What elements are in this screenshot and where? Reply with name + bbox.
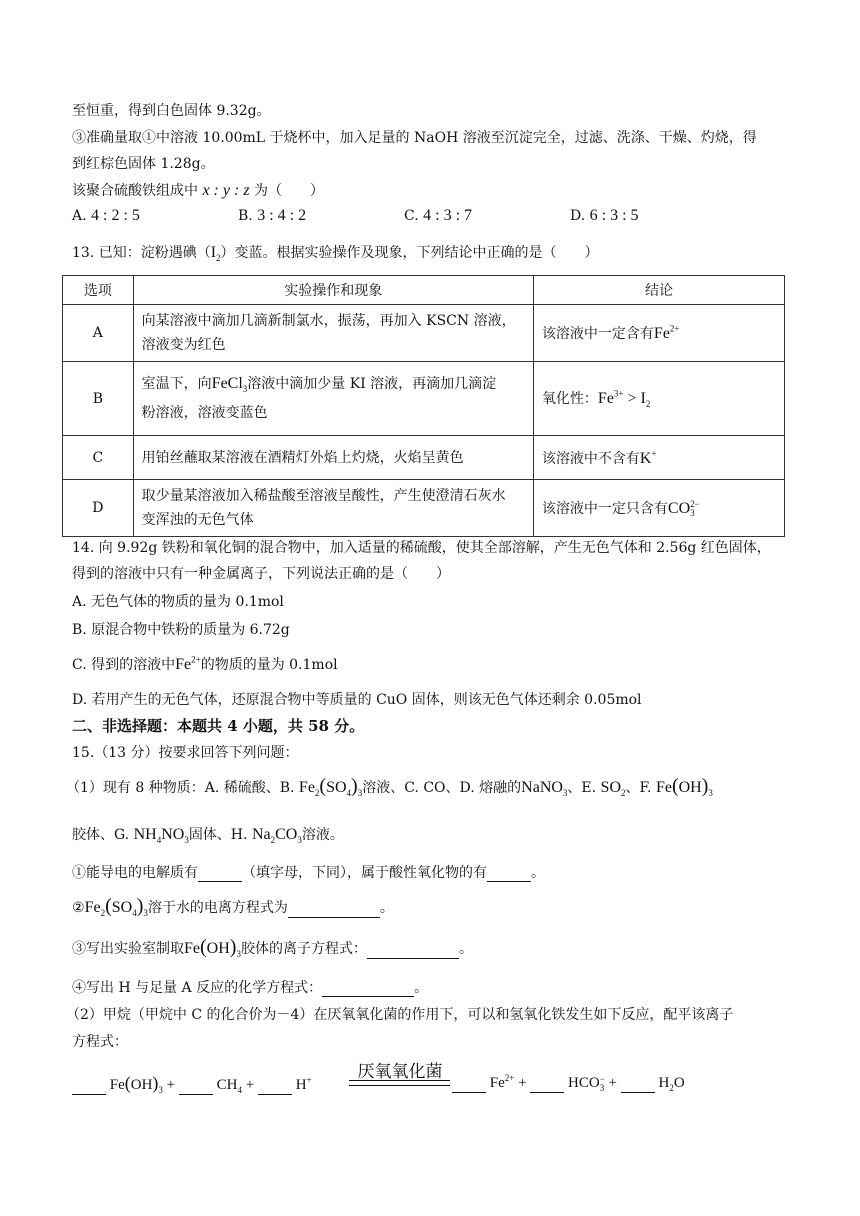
chem-charge: 2+	[191, 654, 201, 665]
row-option: D	[63, 480, 134, 537]
fe2so43-formula	[84, 895, 148, 919]
fe2so43-formula	[298, 775, 363, 799]
q14-option-b[interactable]: B. 原混合物中铁粉的质量为 6.72g	[72, 622, 290, 638]
chem-symbol: SO	[600, 779, 621, 796]
q12-question-prefix: 该聚合硫酸铁组成中	[72, 183, 198, 199]
option-value: 4 : 3 : 7	[423, 207, 473, 224]
q12-option-b[interactable]	[238, 207, 306, 225]
text: （填字母，下同），属于酸性氧化物的有	[242, 865, 487, 881]
text: 。	[458, 941, 473, 957]
chem-subscript: 3	[708, 788, 713, 799]
plus-sign: +	[608, 1075, 618, 1091]
paren: )	[229, 936, 237, 958]
q14-option-a[interactable]: A. 无色气体的物质的量为 0.1mol	[72, 594, 284, 610]
text: ③写出实验室制取	[72, 941, 184, 957]
q15-sub3	[72, 936, 473, 959]
chem-symbol: O	[673, 1075, 685, 1091]
header-conclusion: 结论	[533, 276, 784, 305]
text: ①能导电的电解质有	[72, 865, 198, 881]
table-row	[63, 480, 785, 537]
chem-charge: 2+	[669, 323, 680, 334]
text: 。	[414, 980, 429, 996]
row-conclusion	[533, 436, 784, 480]
chem-subscript: 3	[562, 788, 568, 799]
chem-subscript: 3	[357, 788, 363, 799]
chem-subscript: 2	[100, 908, 106, 919]
conclusion-text: 氧化性：	[541, 390, 598, 407]
chem-subscript: 3	[599, 1082, 605, 1093]
text: 溶于水的电离方程式为	[147, 900, 288, 916]
text: 固体、H.	[188, 827, 248, 843]
nh4no3-formula	[133, 826, 189, 846]
chem-symbol: > I	[623, 389, 646, 407]
q12-option-d[interactable]	[570, 207, 639, 225]
text: 、F.	[625, 780, 652, 796]
option-label: C.	[404, 208, 419, 224]
coefficient-blank[interactable]	[72, 1080, 106, 1095]
chem-symbol: OH	[206, 940, 230, 957]
chem-symbol: CO	[275, 826, 298, 843]
chem-symbol: NaNO	[521, 779, 563, 796]
chem-symbol: NH	[133, 826, 157, 843]
fecl3-formula	[211, 374, 248, 395]
chem-subscript: 3	[297, 835, 302, 846]
answer-blank[interactable]	[487, 867, 531, 882]
paren: )	[152, 1073, 159, 1093]
q12-ratio-variables: x : y : z	[202, 182, 250, 199]
row-operation	[133, 362, 533, 436]
chem-subscript: 4	[156, 835, 162, 846]
chem-subscript: 3	[143, 908, 148, 919]
q14-option-d[interactable]: D. 若用产生的无色气体，还原混合物中等质量的 CuO 固体，则该无色气体还剩余 0.05mol	[72, 692, 642, 708]
q14-stem-line1: 14. 向 9.92g 铁粉和氧化铜的混合物中，加入适量的稀硫酸，使其全部溶解，产生无色气体和 2.56g 红色固体，	[72, 540, 771, 556]
row-operation	[133, 305, 533, 362]
chem-symbol: Fe	[489, 1075, 505, 1091]
answer-blank[interactable]	[198, 867, 242, 882]
chem-subscript: 2	[669, 1083, 674, 1093]
option-label: B.	[238, 208, 253, 224]
conclusion-text: 该溶液中一定只含有	[541, 500, 668, 517]
chem-symbol: Fe	[184, 940, 200, 957]
ion-formula	[175, 656, 201, 673]
q12-text-line2: ③准确量取①中溶液 10.00mL 于烧杯中，加入足量的 NaOH 溶液至沉淀完全，过滤、洗涤、干燥、灼烧，得	[72, 130, 757, 146]
chem-symbol: H	[658, 1075, 670, 1091]
text: ④写出 H 与足量 A 反应的化学方程式：	[72, 980, 323, 996]
coefficient-blank[interactable]	[530, 1078, 564, 1093]
operation-line: 取少量某溶液加入稀盐酸至溶液呈酸性，产生使澄清石灰水	[141, 488, 506, 504]
nano3-formula	[521, 779, 568, 799]
option-label: A.	[72, 208, 87, 224]
coefficient-blank[interactable]	[179, 1080, 213, 1095]
row-conclusion	[533, 305, 784, 362]
conclusion-text: 该溶液中一定含有	[541, 326, 654, 342]
text: 。	[379, 900, 394, 916]
text: 。	[531, 865, 545, 881]
paren: )	[351, 775, 358, 797]
chem-symbol: Fe	[597, 389, 614, 407]
row-operation	[133, 480, 533, 537]
so2-formula	[600, 779, 626, 799]
plus-sign: +	[166, 1077, 176, 1093]
q13-stem	[72, 242, 599, 263]
chem-symbol: Fe	[109, 1077, 125, 1093]
feoh3-formula	[655, 775, 713, 799]
equation-right	[452, 1073, 685, 1093]
paren: (	[124, 1073, 131, 1093]
row-conclusion	[533, 362, 784, 436]
chem-subscript: 2	[216, 253, 221, 264]
chem-charge: −	[599, 1073, 605, 1084]
q15-part1-line1	[66, 775, 713, 798]
chem-subscript: 2	[645, 399, 651, 410]
chem-subscript: 2	[270, 835, 276, 846]
chem-symbol: Na	[251, 826, 271, 843]
operation-line: 向某溶液中滴加几滴新制氯水，振荡，再加入 KSCN 溶液，	[141, 313, 516, 329]
text: 胶体的离子方程式：	[240, 941, 367, 957]
q14-option-c[interactable]	[72, 654, 338, 674]
na2co3-formula	[251, 826, 302, 846]
table-row	[63, 436, 785, 480]
chem-symbol: Fe	[298, 779, 315, 796]
chem-symbol: Fe	[84, 899, 101, 916]
option-value: 4 : 2 : 5	[91, 207, 140, 224]
chem-subscript: 4	[132, 908, 137, 919]
chem-charge: 2+	[504, 1073, 515, 1083]
chem-symbol: CH	[216, 1077, 238, 1093]
q12-text-line3: 到红棕色固体 1.28g。	[72, 156, 215, 172]
chem-subscript: 4	[346, 788, 352, 799]
chem-symbol: OH	[678, 779, 702, 796]
paren: )	[701, 775, 709, 797]
text: 、E.	[567, 780, 597, 796]
chem-symbol: OH	[130, 1077, 153, 1093]
q13-stem-part: 13. 已知：淀粉遇碘（	[72, 245, 211, 261]
answer-blank[interactable]	[288, 903, 380, 918]
q15-sub4	[72, 977, 428, 997]
text: 胶体、G.	[72, 827, 130, 843]
row-option: B	[63, 362, 134, 436]
chem-symbol: SO	[111, 899, 133, 916]
reaction-condition: 厌氧氧化菌	[357, 1062, 443, 1082]
text: 溶液、C. CO、D. 熔融的	[362, 780, 522, 796]
q15-part2-line2: 方程式：	[72, 1034, 128, 1050]
plus-sign: +	[518, 1075, 527, 1091]
chem-subscript: 4	[237, 1085, 242, 1095]
q12-question	[72, 180, 324, 200]
chem-subscript: 3	[184, 835, 189, 846]
table-row	[63, 362, 785, 436]
option-value: 3 : 4 : 2	[257, 207, 307, 224]
chem-symbol: Fe	[653, 325, 670, 342]
plus-sign: +	[245, 1077, 255, 1093]
q15-title: 15.（13 分）按要求回答下列问题：	[72, 745, 299, 761]
chem-subscript: 2	[621, 788, 626, 799]
feoh3-formula	[184, 936, 241, 960]
operation-line: 室温下，向	[141, 375, 212, 392]
row-option: A	[63, 305, 134, 362]
q15-part1-line2	[72, 824, 344, 845]
chem-subscript: 3	[690, 508, 695, 519]
row-option: C	[63, 436, 134, 480]
paren: (	[671, 775, 679, 797]
q15-sub1	[72, 862, 545, 882]
answer-blank[interactable]	[322, 982, 414, 997]
operation-line: 溶液变为红色	[141, 337, 226, 353]
answer-blank[interactable]	[367, 944, 459, 959]
paren: )	[136, 895, 144, 917]
chem-symbol: I	[210, 244, 217, 261]
paren: (	[200, 936, 207, 958]
chem-subscript: 3	[158, 1085, 163, 1095]
option-text: 的物质的量为 0.1mol	[200, 657, 338, 673]
chem-symbol: NO	[161, 826, 185, 843]
text: ②	[72, 900, 85, 916]
q13-table	[62, 275, 785, 537]
operation-line: 变浑浊的无色气体	[141, 512, 254, 528]
q15-part2-line1: （2）甲烷（甲烷中 C 的化合价为－4）在厌氧氧化菌的作用下，可以和氢氧化铁发生如下反应，配平该离子	[66, 1007, 734, 1023]
q12-text-line1: 至恒重，得到白色固体 9.32g。	[72, 103, 271, 119]
chem-symbol: CO	[667, 499, 691, 517]
operation-line: 粉溶液，溶液变蓝色	[141, 405, 268, 422]
chem-charge: +	[651, 448, 657, 459]
q14-stem-line2: 得到的溶液中只有一种金属离子，下列说法正确的是（ ）	[72, 566, 450, 582]
option-value: 6 : 3 : 5	[589, 207, 639, 224]
chem-symbol: FeCl	[211, 374, 243, 392]
q15-sub2	[72, 895, 394, 918]
header-option: 选项	[63, 276, 134, 305]
iodine-formula	[210, 244, 221, 264]
coefficient-blank[interactable]	[452, 1078, 486, 1093]
option-text: C. 得到的溶液中	[72, 657, 176, 673]
operation-line: 溶液中滴加少量 KI 溶液，再滴加几滴淀	[247, 375, 497, 392]
chem-symbol: SO	[326, 779, 347, 796]
ion-formula	[654, 325, 680, 342]
chem-subscript: 3	[236, 949, 241, 960]
chem-symbol: Fe	[655, 779, 672, 796]
q12-question-suffix: 为（ ）	[254, 183, 324, 199]
q13-stem-part: ）变蓝。根据实验操作及现象，下列结论中正确的是（ ）	[220, 245, 599, 261]
chem-symbol: HCO	[568, 1075, 600, 1091]
text: （1）现有 8 种物质：A. 稀硫酸、B.	[66, 780, 295, 796]
chem-symbol: K	[639, 449, 652, 467]
conclusion-text: 该溶液中不含有	[541, 450, 640, 467]
operation-line: 用铂丝蘸取某溶液在酒精灯外焰上灼烧，火焰呈黄色	[141, 449, 464, 466]
header-operation: 实验操作和现象	[133, 276, 533, 305]
table-row	[63, 305, 785, 362]
table-header-row	[63, 276, 785, 305]
row-conclusion	[533, 480, 784, 537]
section-heading: 二、非选择题：本题共 4 小题，共 58 分。	[72, 717, 365, 735]
q12-option-a[interactable]	[72, 207, 140, 225]
chem-subscript: 3	[242, 384, 248, 395]
row-operation	[133, 436, 533, 480]
ion-formula	[668, 500, 700, 517]
chem-charge: 2−	[690, 499, 700, 510]
ion-formula	[597, 388, 651, 410]
option-label: D.	[570, 208, 586, 224]
chem-subscript: 2	[314, 788, 320, 799]
reaction-double-line	[349, 1080, 450, 1086]
chem-symbol: Fe	[175, 656, 192, 673]
equation-left	[72, 1073, 312, 1095]
chem-charge: +	[306, 1075, 312, 1085]
paren: (	[319, 775, 327, 797]
chem-charge: 3+	[613, 388, 624, 399]
text: 溶液。	[301, 827, 344, 843]
coefficient-blank[interactable]	[621, 1078, 655, 1093]
ion-formula	[640, 450, 657, 467]
chem-symbol: H	[295, 1077, 307, 1093]
coefficient-blank[interactable]	[258, 1080, 292, 1095]
paren: (	[105, 895, 112, 917]
q12-option-c[interactable]	[404, 207, 472, 225]
